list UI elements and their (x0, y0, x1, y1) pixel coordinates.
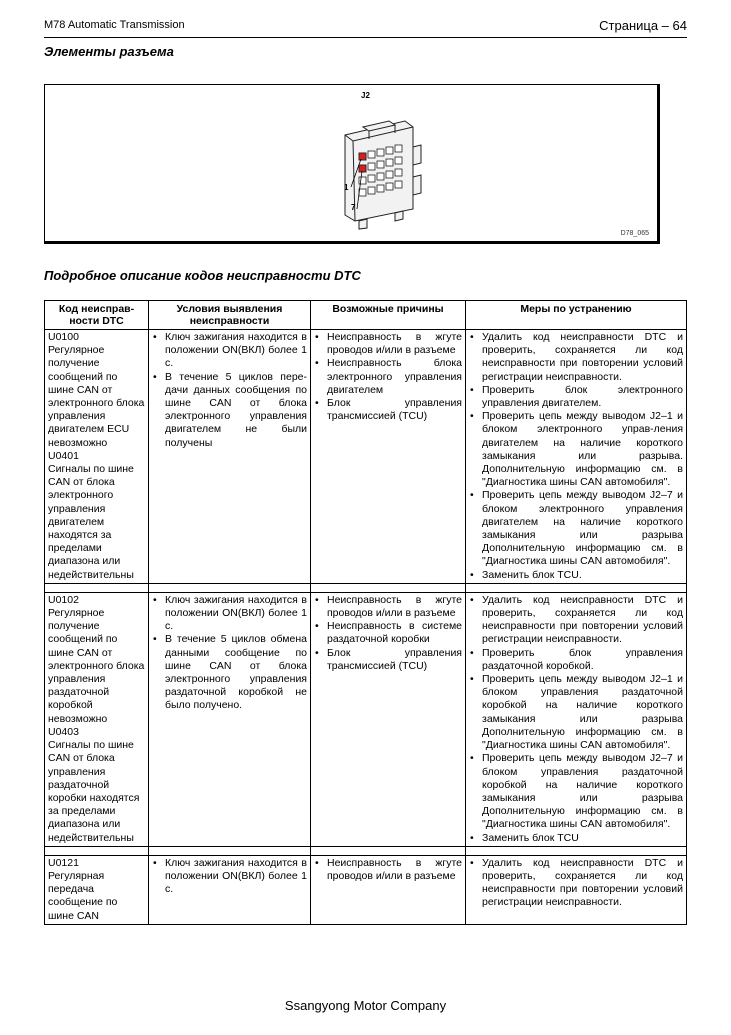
list-item: • Блок управления трансмиссией (TCU) (314, 397, 462, 423)
row-spacer (45, 846, 687, 855)
dtc-description: Регулярное получение сообщений по шине CAN от электронного блока управления раздаточной коробкой невозможно (48, 607, 145, 725)
dtc-code: U0102 (48, 593, 79, 606)
list-item: • Неисправность блока электронного управления двигателем (314, 357, 462, 397)
actions-cell (466, 855, 687, 924)
list-item: • Удалить код неисправности DTC и проверить, сохраняется ли код неисправности при повторении условий регистрации неисправности. (469, 594, 683, 647)
list-item: • Проверить цепь между выводом J2–1 и блоком электронного управ-ления двигателем на наличие короткого замыкания или разрыва. Дополнительную информацию см. в "Диагностика шины CAN автомобиля". (469, 410, 683, 489)
list-item: • Проверить цепь между выводом J2–7 и блоком управления раздаточной коробкой на наличие короткого замыкания или разрыва Дополнительную информацию см. в "Диагностика шины CAN автомобиля". (469, 752, 683, 831)
dtc-code: U0121 (48, 856, 79, 869)
list-item: • Неисправность в жгуте проводов и/или в разъеме (314, 331, 462, 357)
list-item: • Заменить блок TCU (469, 832, 683, 845)
connector-drawing (285, 97, 485, 247)
causes-cell (311, 592, 466, 846)
column-header-code: Код неисправ-ности DTC (45, 301, 149, 330)
conditions-cell (149, 330, 311, 584)
table-header-row (45, 301, 687, 330)
list-item: • Неисправность в жгуте проводов и/или в разъеме (314, 857, 462, 883)
dtc-code-cell (45, 330, 149, 584)
conditions-cell (149, 855, 311, 924)
list-item: • Проверить блок управления раздаточной коробкой. (469, 647, 683, 673)
column-header-conditions: Условия выявления неисправности (149, 301, 311, 330)
dtc-section-title: Подробное описание кодов неисправности DTC (44, 268, 361, 283)
manual-title: M78 Automatic Transmission (44, 19, 185, 31)
list-item: • Проверить цепь между выводом J2–7 и блоком электронного управления двигателем на наличие короткого замыкания или разрыва Дополнительную информацию см. в "Диагностика шины CAN автомобиля". (469, 489, 683, 568)
pin-7-marker (359, 165, 366, 172)
dtc-description: Сигналы по шине CAN от блока электронного управления двигателем находятся за пределами диапазона или недействительны (48, 463, 134, 581)
list-item: • В течение 5 циклов пере-дачи данных сообщения по шине CAN от блока электронного управления двигателем не были получены (152, 371, 307, 450)
dtc-code-cell (45, 855, 149, 924)
table-row (45, 855, 687, 924)
causes-cell (311, 330, 466, 584)
actions-cell (466, 592, 687, 846)
table-row (45, 330, 687, 584)
dtc-code-cell (45, 592, 149, 846)
list-item: • Неисправность в жгуте проводов и/или в разъеме (314, 594, 462, 620)
list-item: • Удалить код неисправности DTC и проверить, сохраняется ли код неисправности при повторении условий регистрации неисправности. (469, 857, 683, 910)
figure-code: D78_065 (620, 230, 649, 237)
list-item: • В течение 5 циклов обмена данными сообщение по шине CAN от блока электронного управления раздаточной коробкой не было получено. (152, 633, 307, 712)
connector-name: J2 (361, 91, 370, 100)
header-divider (44, 37, 687, 38)
list-item: • Проверить цепь между выводом J2–1 и блоком управления раздаточной коробкой на наличие короткого замыкания или разрыва Дополнительную информацию см. в "Диагностика шины CAN автомобиля". (469, 673, 683, 752)
footer-company: Ssangyong Motor Company (284, 998, 447, 1013)
column-header-causes: Возможные причины (311, 301, 466, 330)
dtc-code: U0100 (48, 331, 79, 343)
causes-cell (311, 855, 466, 924)
pin-label-1: 1 (344, 183, 349, 192)
list-item: • Блок управления трансмиссией (TCU) (314, 647, 462, 673)
pin-1-marker (359, 153, 366, 160)
table-row (45, 592, 687, 846)
list-item: • Неисправность в системе раздаточной коробки (314, 620, 462, 646)
list-item: • Проверить блок электронного управления двигателем. (469, 384, 683, 410)
dtc-code: U0403 (48, 725, 79, 738)
list-item: • Ключ зажигания находится в положении ON(ВКЛ) более 1 с. (152, 857, 307, 897)
dtc-description: Регулярное получение сообщений по шине CAN от электронного блока управления двигателем ECU невозможно (48, 344, 145, 449)
connector-section-title: Элементы разъема (44, 44, 174, 59)
page-number: Страница – 64 (599, 18, 687, 33)
dtc-code: U0401 (48, 449, 79, 462)
conditions-cell (149, 592, 311, 846)
actions-cell (466, 330, 687, 584)
list-item: • Заменить блок TCU. (469, 569, 683, 582)
list-item: • Ключ зажигания находится в положении ON(ВКЛ) более 1 с. (152, 331, 307, 371)
dtc-description: Регулярная передача сообщение по шине CAN (48, 869, 118, 922)
pin-label-7: 7 (351, 203, 356, 212)
row-spacer (45, 583, 687, 592)
list-item: • Ключ зажигания находится в положении ON(ВКЛ) более 1 с. (152, 594, 307, 634)
connector-figure (44, 84, 660, 244)
column-header-actions: Меры по устранению (466, 301, 687, 330)
dtc-description: Сигналы по шине CAN от блока управления раздаточной коробки находятся за пределами диапазона или недействительны (48, 739, 140, 844)
list-item: • Удалить код неисправности DTC и проверить, сохраняется ли код неисправности при повторении условий регистрации неисправности. (469, 331, 683, 384)
dtc-table (44, 300, 687, 925)
